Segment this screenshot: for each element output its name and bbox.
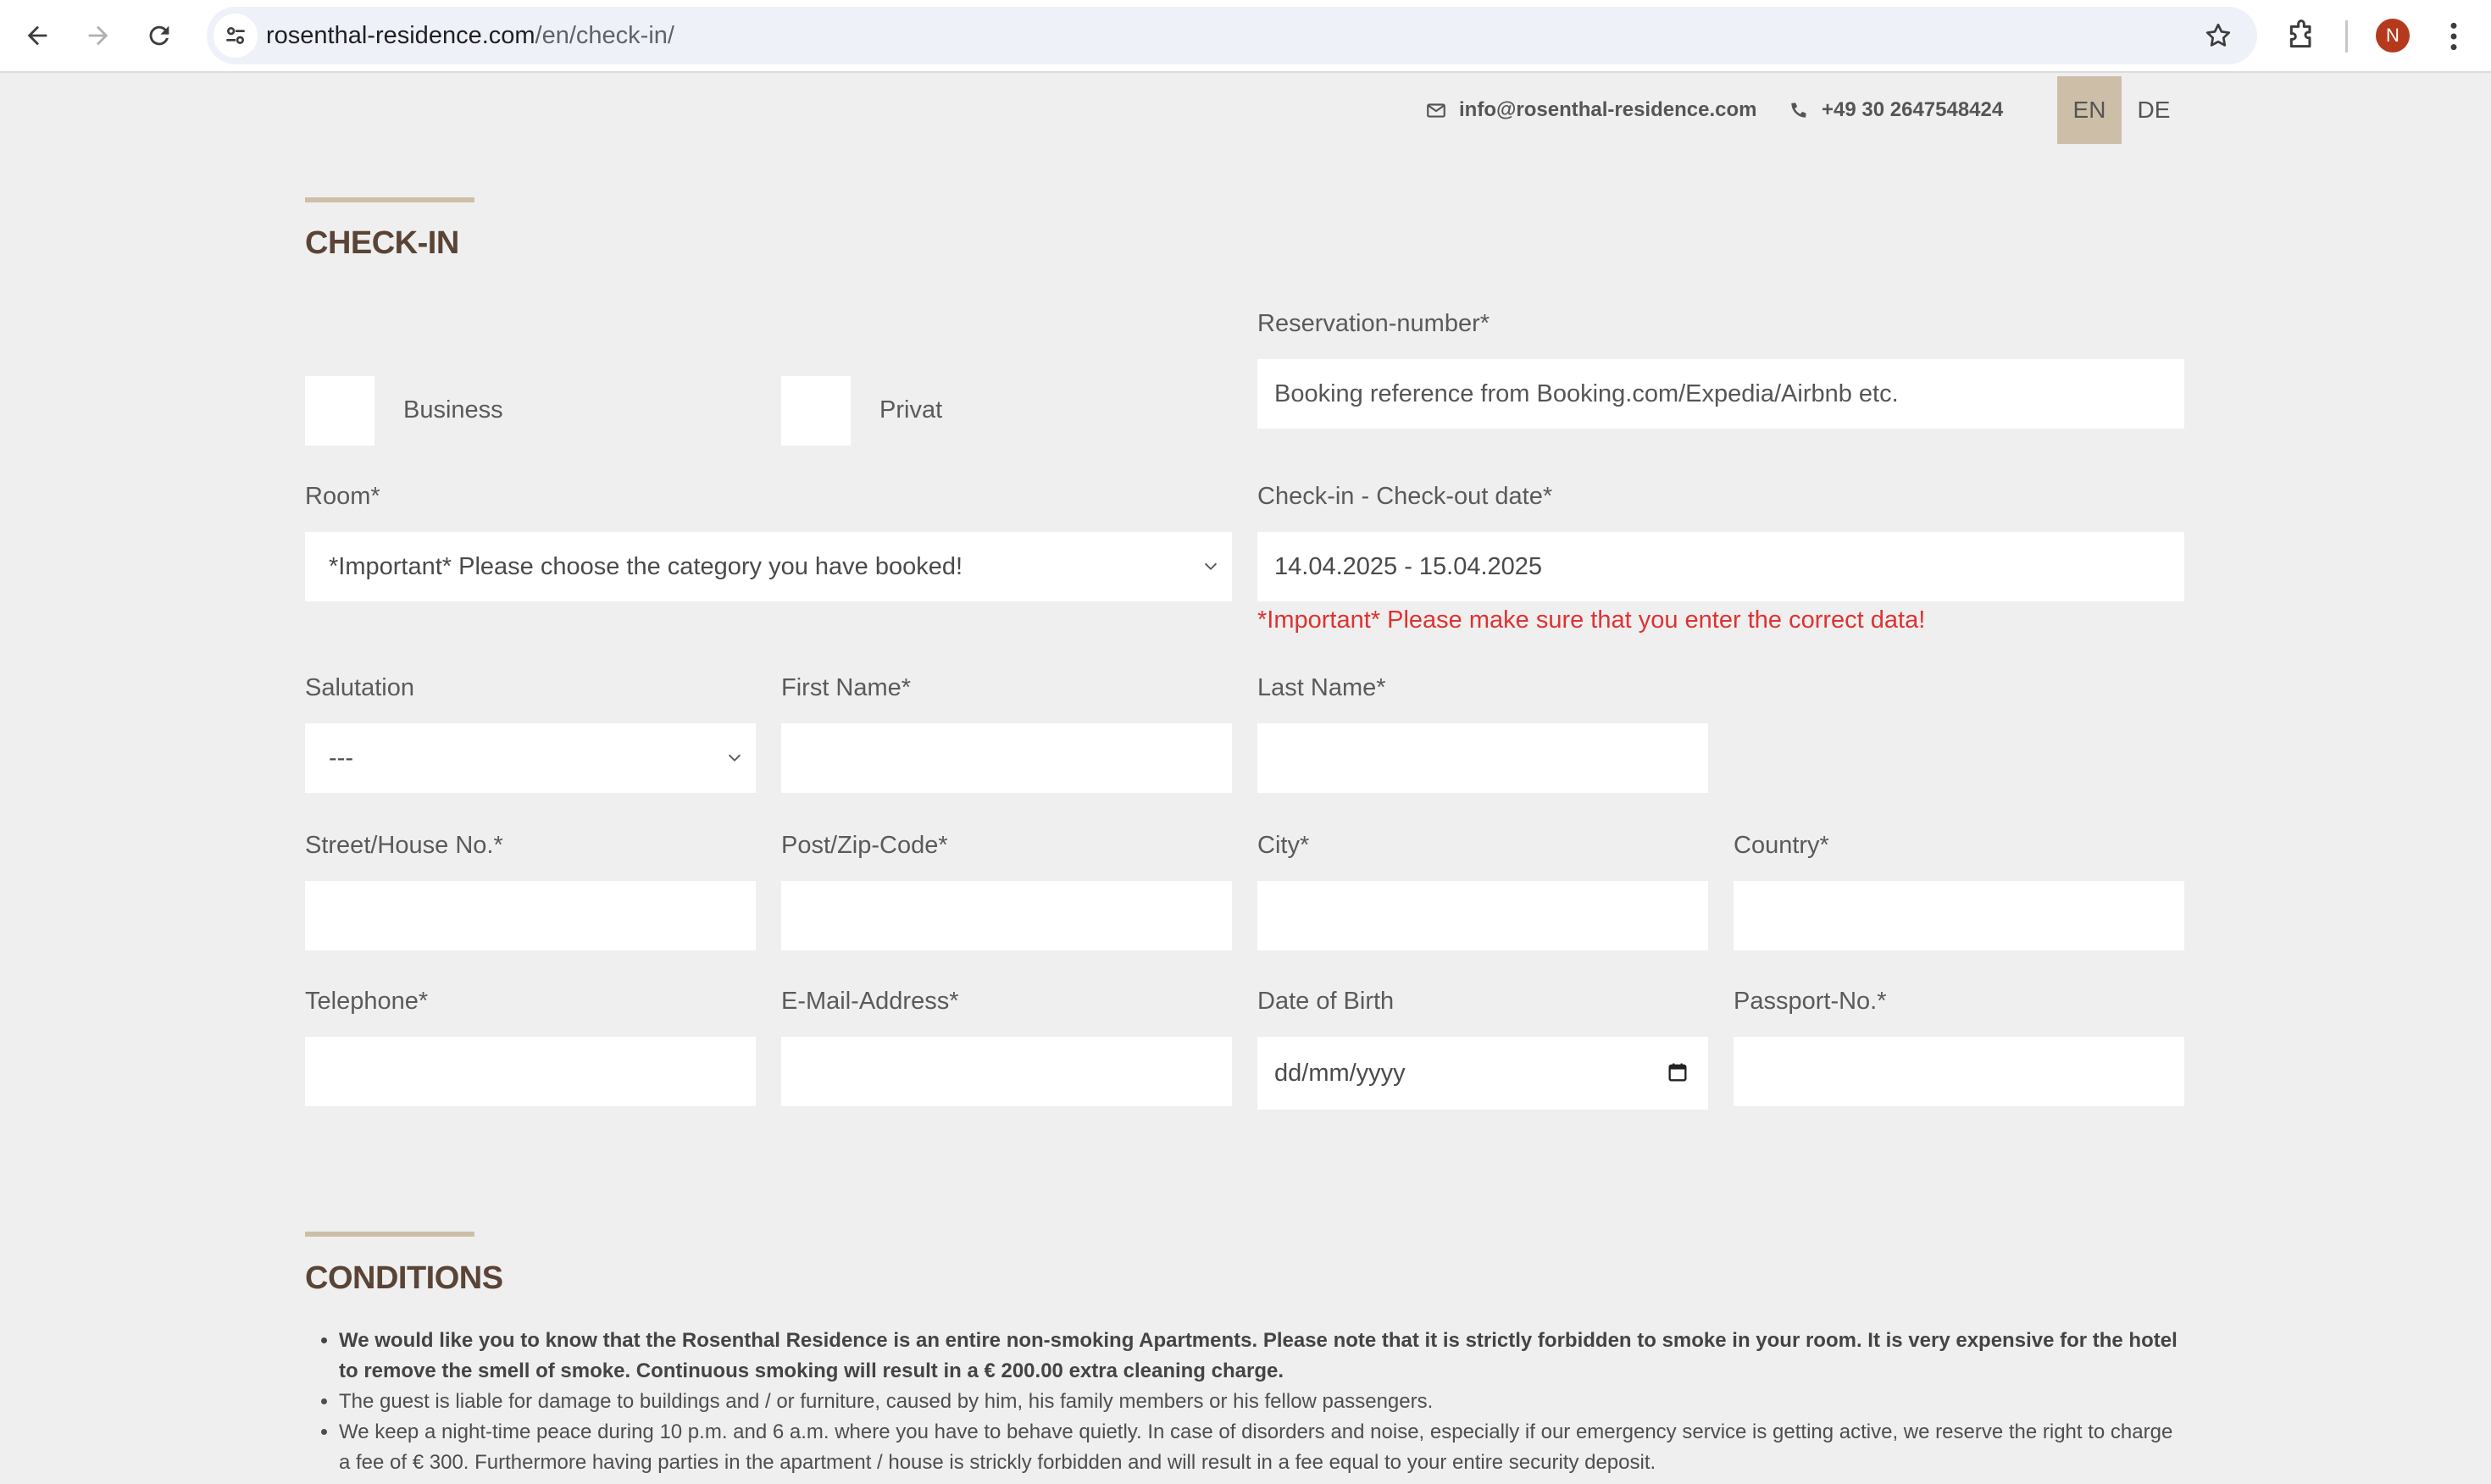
forward-button[interactable] — [78, 15, 119, 56]
conditions-accent-line — [305, 1232, 474, 1237]
tune-icon — [222, 22, 249, 49]
zip-input[interactable] — [781, 881, 1232, 950]
business-label: Business — [403, 396, 503, 424]
language-en[interactable]: EN — [2057, 76, 2122, 144]
salutation-value: --- — [329, 744, 353, 772]
star-icon — [2203, 20, 2233, 51]
url-host: rosenthal-residence.com — [266, 22, 535, 49]
profile-avatar[interactable]: N — [2376, 19, 2410, 53]
business-checkbox[interactable] — [305, 376, 374, 446]
back-button[interactable] — [17, 15, 58, 56]
city-label: City* — [1257, 832, 1310, 859]
section-accent-line — [305, 197, 474, 202]
reload-button[interactable] — [139, 15, 180, 56]
contact-phone[interactable] — [1788, 76, 2003, 144]
chevron-down-icon — [1201, 557, 1220, 576]
email-label: E-Mail-Address* — [781, 988, 959, 1015]
street-input[interactable] — [305, 881, 756, 950]
url-text — [266, 7, 674, 64]
reservation-label: Reservation-number* — [1257, 310, 1490, 337]
dates-warning: *Important* Please make sure that you enter the correct data! — [1257, 606, 1926, 634]
browser-menu-button[interactable] — [2437, 17, 2471, 56]
dates-label: Check-in - Check-out date* — [1257, 483, 1553, 510]
last-name-input[interactable] — [1257, 723, 1708, 793]
dates-value: 14.04.2025 - 15.04.2025 — [1274, 552, 1543, 580]
passport-label: Passport-No.* — [1734, 988, 1887, 1015]
phone-icon — [1788, 99, 1810, 121]
bookmark-button[interactable] — [2200, 17, 2237, 54]
street-label: Street/House No.* — [305, 832, 503, 859]
chevron-down-icon — [725, 749, 744, 767]
reload-icon — [145, 21, 174, 50]
telephone-label: Telephone* — [305, 988, 429, 1015]
reservation-input[interactable] — [1257, 359, 2184, 429]
condition-item: • We would like you to know that the Rosenthal Residence is an entire non-smoking Apartments. Please note that it is strictly forbidden to smoke in your room. It is very expensive for the hotel to remove the smell of smoke. Continuous smoking will result in a € 200.00 extra cleaning charge. — [339, 1326, 2186, 1387]
dates-input[interactable] — [1257, 532, 2184, 601]
checkin-title: CHECK-IN — [305, 225, 459, 261]
dob-input[interactable] — [1257, 1037, 1708, 1110]
room-select[interactable] — [305, 532, 1232, 601]
conditions-list — [305, 1326, 2186, 1478]
last-name-label: Last Name* — [1257, 674, 1386, 701]
condition-item: • The guest is liable for damage to buildings and / or furniture, caused by him, his family members or his fellow passengers. — [339, 1387, 2186, 1417]
zip-label: Post/Zip-Code* — [781, 832, 948, 859]
puzzle-icon — [2284, 19, 2318, 53]
arrow-left-icon — [23, 21, 52, 50]
first-name-label: First Name* — [781, 674, 912, 701]
language-de[interactable]: DE — [2137, 97, 2171, 123]
first-name-input[interactable] — [781, 723, 1232, 793]
arrow-right-icon — [84, 21, 113, 50]
email-input[interactable] — [781, 1037, 1232, 1106]
telephone-input[interactable] — [305, 1037, 756, 1106]
more-vertical-icon — [2449, 20, 2459, 53]
city-input[interactable] — [1257, 881, 1708, 950]
dob-placeholder: dd/mm/yyyy — [1274, 1059, 1406, 1087]
room-label: Room* — [305, 483, 380, 510]
private-checkbox[interactable] — [781, 376, 851, 446]
envelope-icon — [1425, 99, 1447, 121]
extensions-button[interactable] — [2279, 15, 2323, 58]
browser-toolbar — [0, 0, 2491, 73]
passport-input[interactable] — [1734, 1037, 2184, 1106]
dob-label: Date of Birth — [1257, 988, 1395, 1015]
calendar-icon[interactable] — [1666, 1060, 1689, 1084]
email-link[interactable]: info@rosenthal-residence.com — [1459, 98, 1757, 121]
room-select-value: *Important* Please choose the category you have booked! — [329, 552, 963, 580]
address-bar[interactable] — [207, 7, 2257, 64]
phone-link[interactable]: +49 30 2647548424 — [1822, 98, 2004, 121]
conditions-title: CONDITIONS — [305, 1260, 503, 1296]
contact-email[interactable] — [1425, 76, 1756, 144]
condition-item: • We keep a night-time peace during 10 p.m. and 6 a.m. where you have to behave quietly. In case of disorders and noise, especially if our emergency service is getting active, we reserve the right to charge a fee of € 300. Furthermore having parties in the apartment / house is strickly forbidden and will result in a fee equal to your entire security deposit. — [339, 1417, 2186, 1478]
private-label: Privat — [879, 396, 943, 424]
country-input[interactable] — [1734, 881, 2184, 950]
url-path: /en/check-in/ — [535, 22, 674, 49]
site-settings-button[interactable] — [214, 14, 258, 58]
salutation-select[interactable] — [305, 723, 756, 793]
salutation-label: Salutation — [305, 674, 414, 701]
toolbar-divider — [2345, 20, 2348, 53]
country-label: Country* — [1734, 832, 1829, 859]
